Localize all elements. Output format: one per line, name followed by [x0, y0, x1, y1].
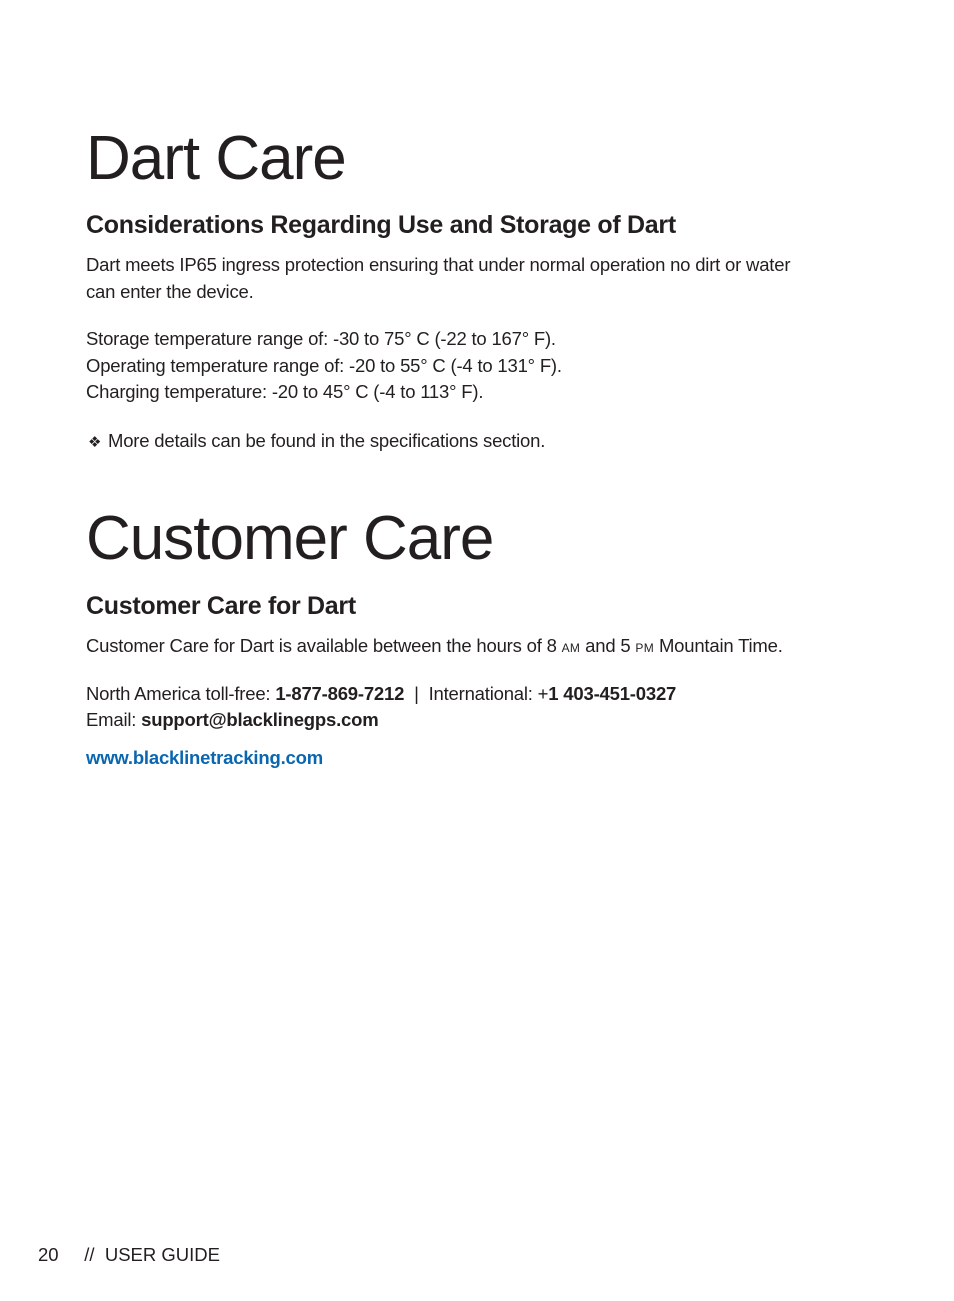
email-address[interactable]: support@blacklinegps.com	[141, 709, 379, 730]
website-link[interactable]: www.blacklinetracking.com	[86, 747, 323, 768]
dart-care-intro-line-1: Dart meets IP65 ingress protection ensuring that under normal operation no dirt or water	[86, 254, 791, 275]
tollfree-number[interactable]: 1-877-869-7212	[275, 683, 405, 704]
hours-prefix: Customer Care for Dart is available between the hours of 8	[86, 635, 562, 656]
email-label: Email:	[86, 709, 142, 730]
hours-pm: PM	[635, 641, 655, 655]
international-label: International: +	[428, 683, 549, 704]
email-line	[86, 706, 378, 733]
international-number[interactable]: 1 403-451-0327	[548, 683, 677, 704]
charging-temperature: Charging temperature: -20 to 45° C (-4 to 113° F).	[86, 381, 484, 402]
phone-numbers	[86, 680, 676, 707]
operating-temperature: Operating temperature range of: -20 to 55° C (-4 to 131° F).	[86, 355, 562, 376]
storage-temperature: Storage temperature range of: -30 to 75° C (-22 to 167° F).	[86, 328, 556, 349]
diamond-bullet-icon: ❖	[88, 434, 102, 451]
page-footer	[38, 1241, 220, 1268]
hours-suffix: Mountain Time.	[654, 635, 783, 656]
customer-care-title: Customer Care	[86, 504, 494, 573]
website-line	[86, 744, 323, 771]
tollfree-label: North America toll-free:	[86, 683, 276, 704]
customer-care-hours	[86, 632, 783, 662]
phone-separator: |	[404, 683, 429, 704]
dart-care-intro-line-2: can enter the device.	[86, 281, 254, 302]
specifications-note	[88, 427, 545, 456]
dart-care-subtitle: Considerations Regarding Use and Storage of Dart	[86, 211, 676, 239]
hours-am: AM	[561, 641, 581, 655]
hours-middle: and 5	[580, 635, 636, 656]
footer-label: // USER GUIDE	[84, 1244, 220, 1265]
dart-care-title: Dart Care	[86, 124, 346, 193]
page-number: 20	[38, 1244, 59, 1265]
specifications-note-text: More details can be found in the specifications section.	[108, 430, 546, 451]
customer-care-subtitle: Customer Care for Dart	[86, 592, 356, 620]
